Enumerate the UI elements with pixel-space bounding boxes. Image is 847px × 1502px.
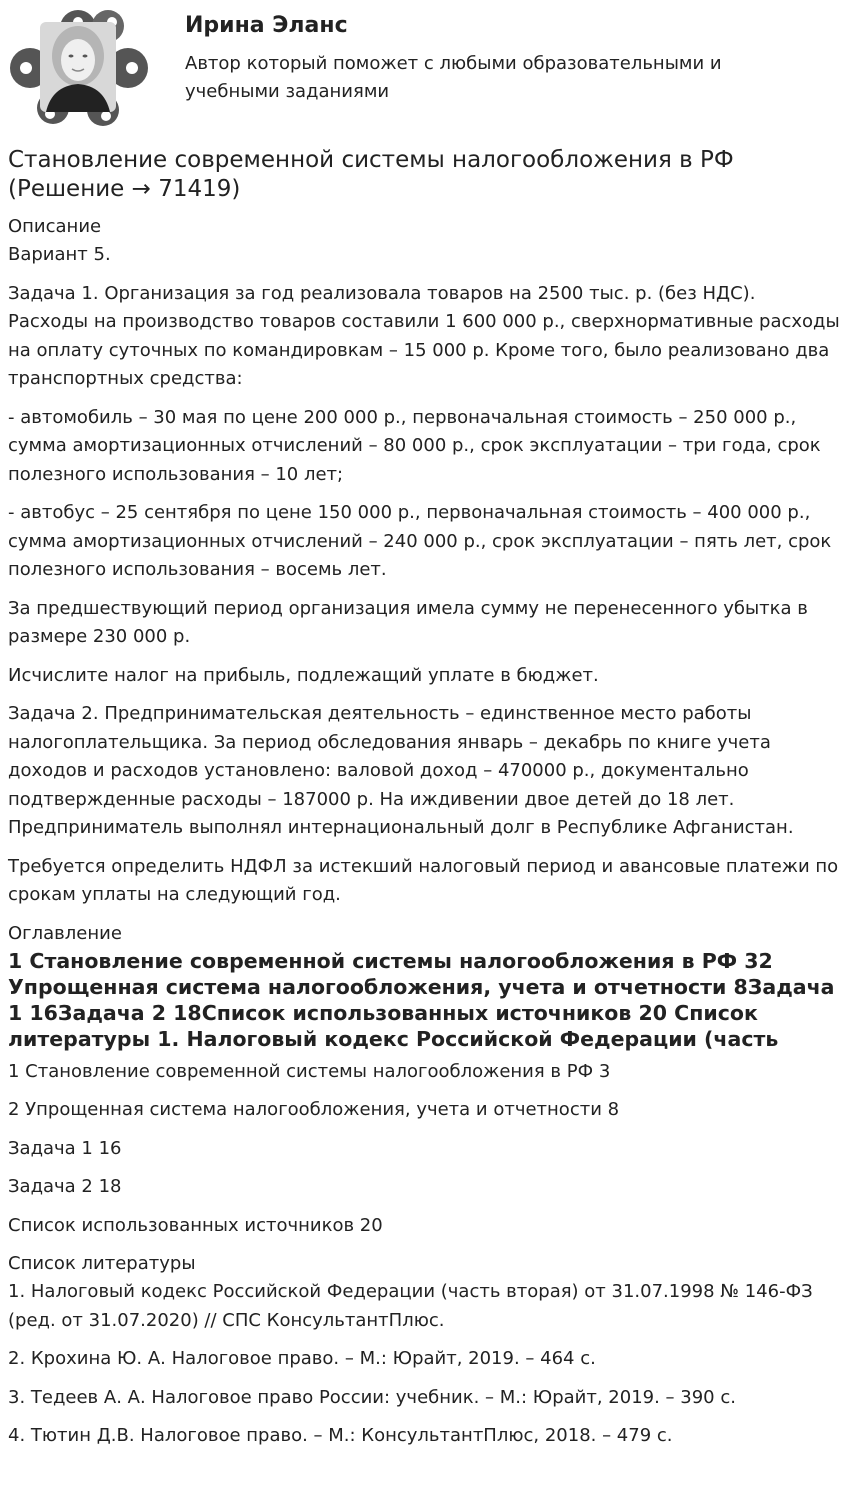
author-name[interactable]: Ирина Эланс: [185, 13, 348, 38]
reference-item: 1. Налоговый кодекс Российской Федерации (часть вторая) от 31.07.1998 № 146-ФЗ (ред. от 31.07.2020) // СПС КонсультантПлюс.: [8, 1281, 813, 1331]
main-content: [8, 146, 840, 1461]
avatar-image: [8, 8, 150, 126]
paragraph: Требуется определить НДФЛ за истекший налоговый период и авансовые платежи по срокам уплаты на следующий год.: [8, 855, 839, 905]
toc-summary: 1 Становление современной системы налогообложения в РФ 32 Упрощенная система налогообложения, учета и отчетности 8Задача 1 16Задача 2 18Список использованных источников 20 Список литературы 1. Налоговый кодекс Российской Федерации (часть: [8, 948, 835, 1051]
toc-item: 2 Упрощенная система налогообложения, учета и отчетности 8: [8, 1099, 620, 1120]
toc-label: Оглавление: [8, 922, 122, 944]
paragraph: Задача 1. Организация за год реализовала товаров на 2500 тыс. р. (без НДС). Расходы на производство товаров составили 1 600 000 р., сверхнормативные расходы на оплату суточных по командировкам – 15 000 р. Кроме того, было реализовано два транспортных средства:: [8, 282, 840, 389]
description-label: Описание: [8, 216, 102, 237]
toc-item: Задача 1 16: [8, 1137, 122, 1159]
references-label: Список литературы: [8, 1253, 196, 1274]
avatar[interactable]: [8, 8, 150, 126]
paragraph: За предшествующий период организация имела сумму не перенесенного убытка в размере 230 000 р.: [8, 597, 808, 647]
toc-item: 1 Становление современной системы налогообложения в РФ 3: [8, 1060, 611, 1082]
toc-item: Список использованных источников 20: [8, 1214, 383, 1236]
paragraph: - автомобиль – 30 мая по цене 200 000 р., первоначальная стоимость – 250 000 р., сумма амортизационных отчислений – 80 000 р., срок эксплуатации – три года, срок полезного использования – 10 лет;: [8, 406, 821, 485]
page-title: Становление современной системы налогообложения в РФ (Решение → 71419): [8, 147, 734, 202]
variant-text: Вариант 5.: [8, 244, 111, 265]
paragraph: Исчислите налог на прибыль, подлежащий уплате в бюджет.: [8, 664, 599, 686]
reference-item: 2. Крохина Ю. А. Налоговое право. – М.: Юрайт, 2019. – 464 с.: [8, 1348, 596, 1369]
author-card: [0, 0, 847, 130]
paragraph: - автобус – 25 сентября по цене 150 000 р., первоначальная стоимость – 400 000 р., сумма амортизационных отчислений – 240 000 р., срок эксплуатации – пять лет, срок полезного использования – восемь лет.: [8, 502, 832, 580]
reference-item: 3. Тедеев А. А. Налоговое право России: учебник. – М.: Юрайт, 2019. – 390 с.: [8, 1386, 736, 1408]
author-description: Автор который поможет с любыми образовательными и учебными заданиями: [185, 53, 722, 102]
toc-item: Задача 2 18: [8, 1176, 122, 1197]
paragraph: Задача 2. Предпринимательская деятельность – единственное место работы налогоплательщика. За период обследования январь – декабрь по книге учета доходов и расходов установлено: валовой доход – 470000 р., документально подтвержденные расходы – 187000 р. На иждивении двое детей до 18 лет. Предприниматель выполнял интернациональный долг в Республике Афганистан.: [8, 703, 794, 838]
reference-item: 4. Тютин Д.В. Налоговое право. – М.: КонсультантПлюс, 2018. – 479 с.: [8, 1425, 673, 1446]
